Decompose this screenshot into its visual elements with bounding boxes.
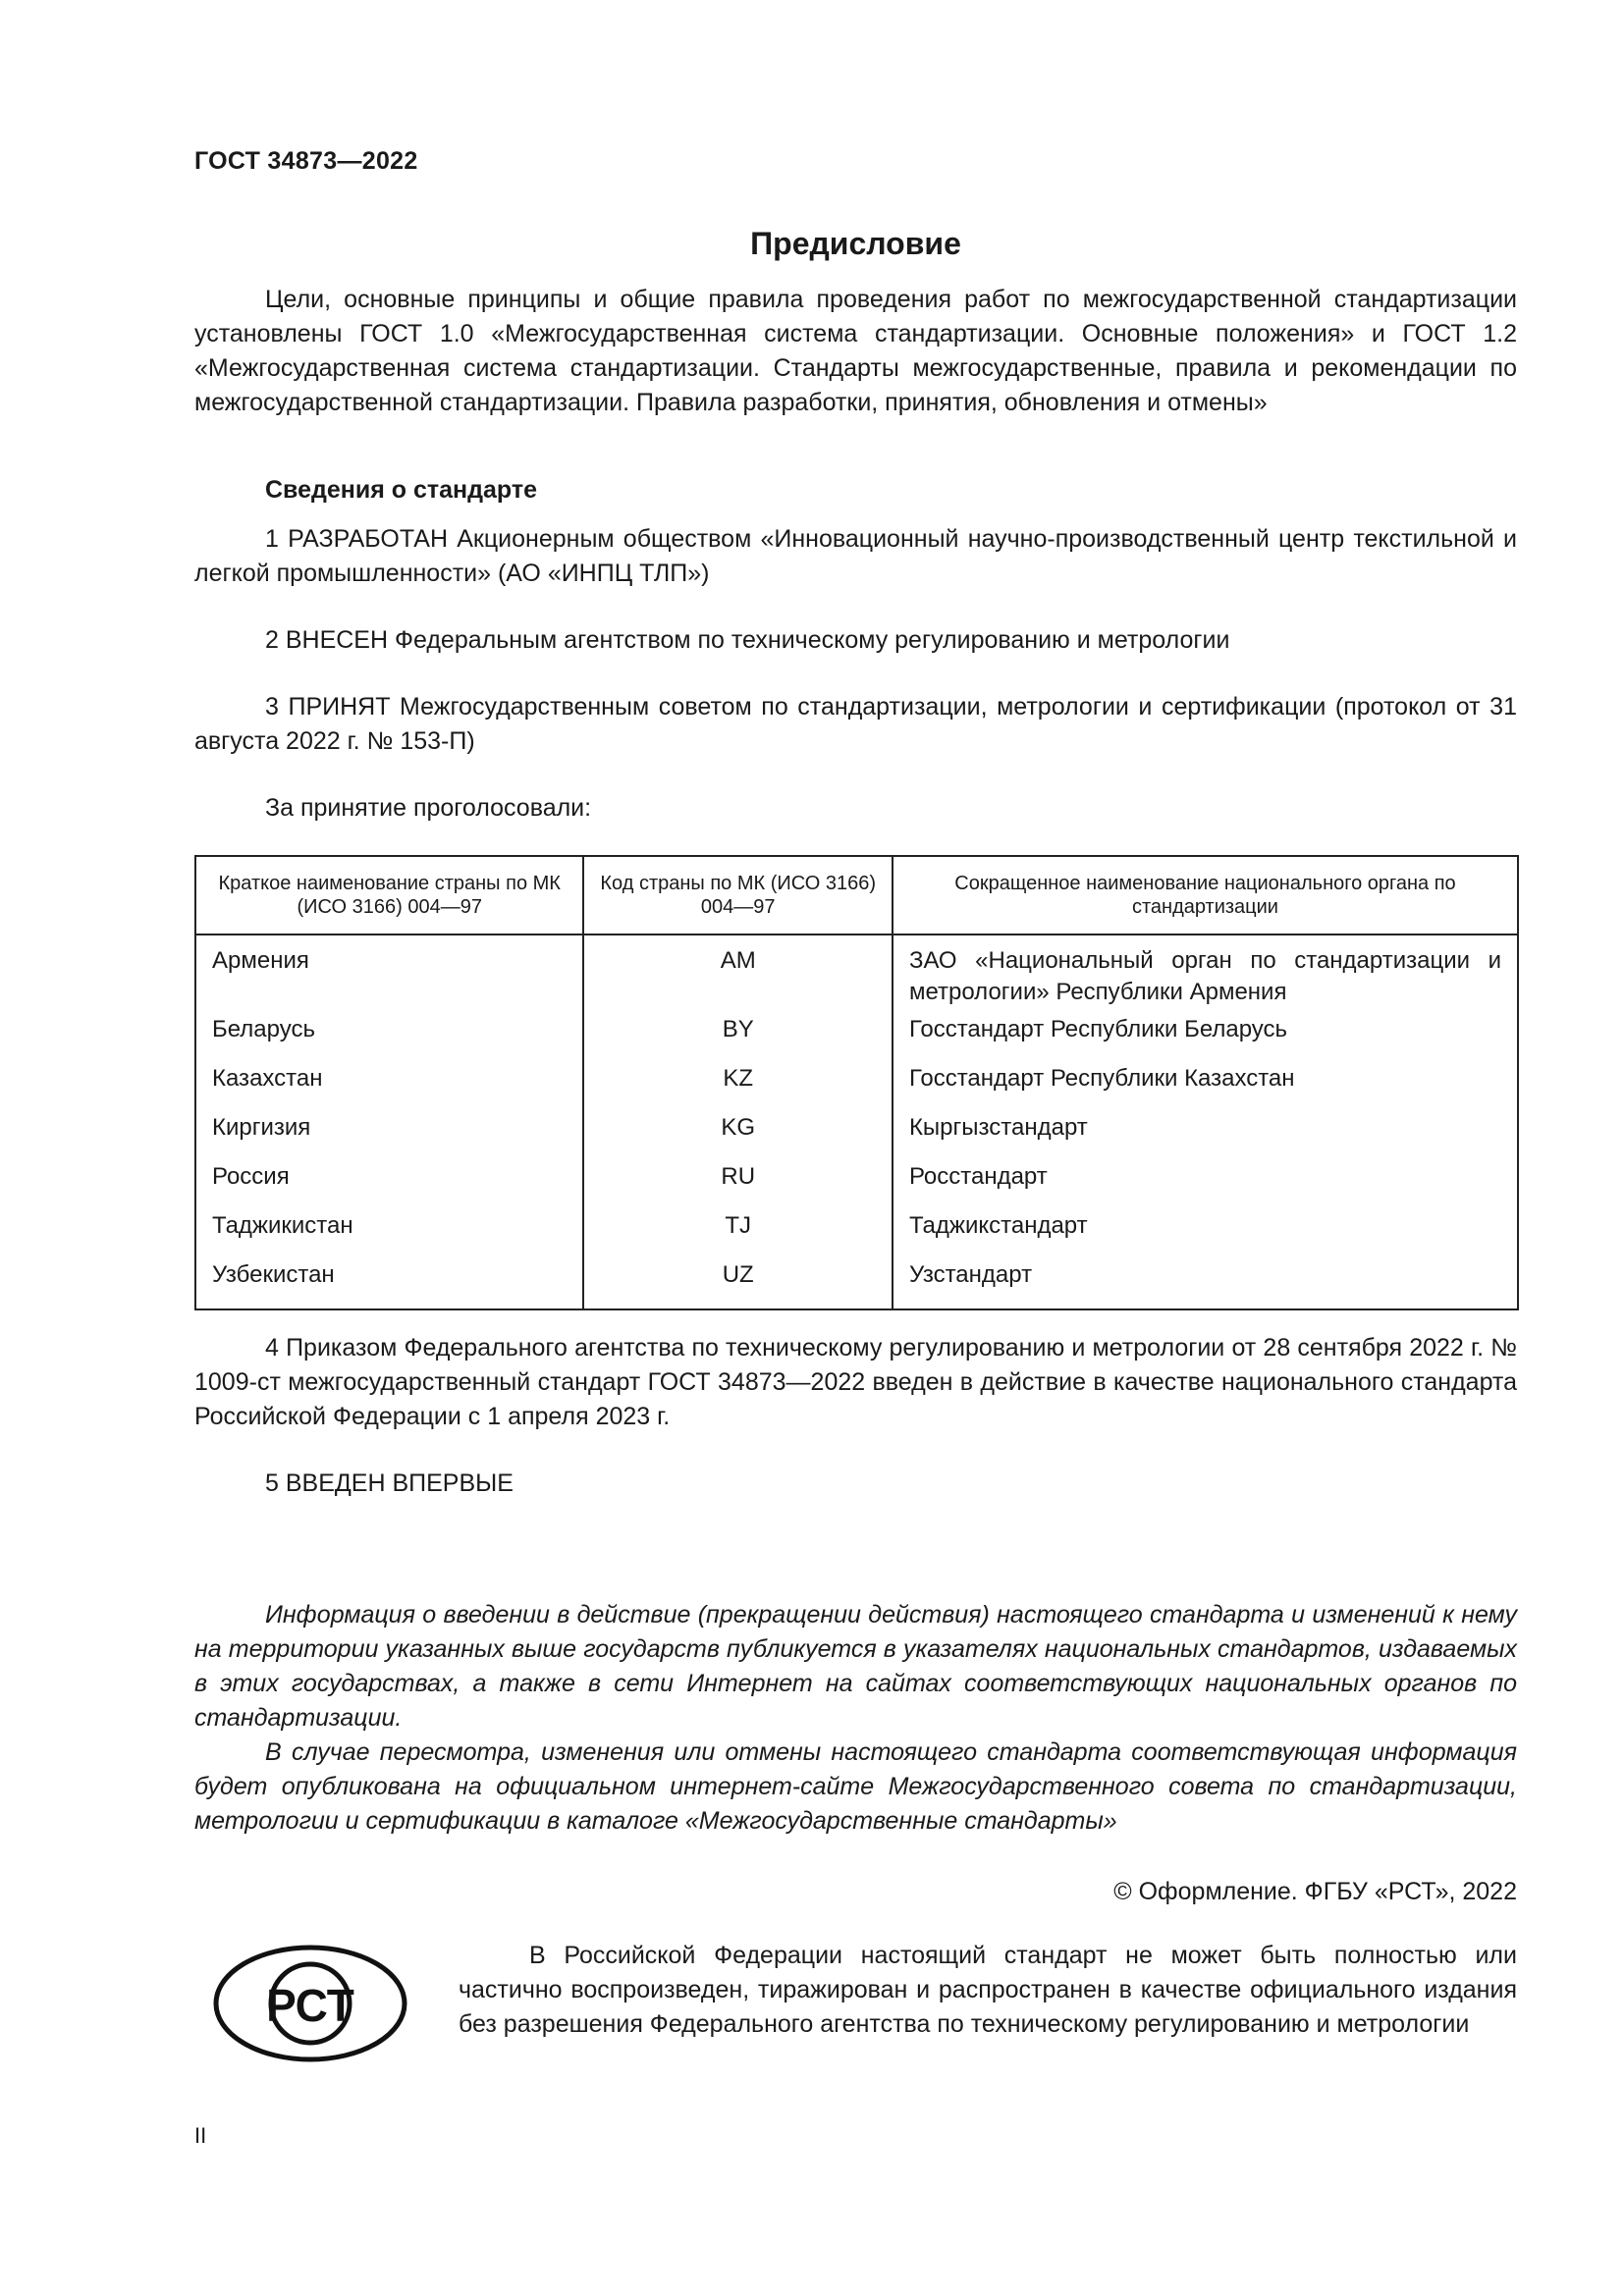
table-row <box>195 1014 1518 1063</box>
country-cell: Беларусь <box>195 1014 583 1063</box>
item-first-introduced: 5 ВВЕДЕН ВПЕРВЫЕ <box>265 1469 514 1497</box>
rst-logo-icon <box>212 1944 408 2063</box>
country-cell: Таджикистан <box>195 1210 583 1259</box>
document-code: ГОСТ 34873—2022 <box>194 147 418 175</box>
code-cell: KG <box>583 1112 892 1161</box>
item-adopted: 3 ПРИНЯТ Межгосударственным советом по стандартизации, метрологии и сертификации (протокол от 31 августа 2022 г. № 153-П) <box>194 693 1517 755</box>
logo-lettering: РСТ <box>266 1980 354 2031</box>
page-title: Предисловие <box>750 226 961 261</box>
body-cell: Кыргызстандарт <box>893 1112 1518 1161</box>
body-cell: Росстандарт <box>893 1161 1518 1210</box>
body-cell: Госстандарт Республики Казахстан <box>893 1063 1518 1112</box>
table-row <box>195 1063 1518 1112</box>
body-cell: ЗАО «Национальный орган по стандартизации и метрологии» Республики Армения <box>893 934 1518 1014</box>
header-body: Сокращенное наименование национального органа по стандартизации <box>893 856 1518 934</box>
copyright-line: © Оформление. ФГБУ «РСТ», 2022 <box>1113 1878 1517 1905</box>
section-heading: Сведения о стандарте <box>265 476 538 504</box>
body-cell: Узстандарт <box>893 1259 1518 1309</box>
vote-intro: За принятие проголосовали: <box>265 794 592 822</box>
country-cell: Армения <box>195 934 583 1014</box>
country-cell: Казахстан <box>195 1063 583 1112</box>
code-cell: AM <box>583 934 892 1014</box>
country-cell: Россия <box>195 1161 583 1210</box>
code-cell: KZ <box>583 1063 892 1112</box>
country-cell: Узбекистан <box>195 1259 583 1309</box>
table-row <box>195 1112 1518 1161</box>
header-country: Краткое наименование страны по МК (ИСО 3166) 004—97 <box>195 856 583 934</box>
info-paragraph-2: В случае пересмотра, изменения или отмены настоящего стандарта соответствующая информация будет опубликована на официальном интернет-сайте Межгосударственного совета по стандартизации, метрологии и сертификации в каталоге «Межгосударственные стандарты» <box>194 1738 1517 1835</box>
code-cell: BY <box>583 1014 892 1063</box>
voting-table <box>194 855 1519 1310</box>
code-cell: RU <box>583 1161 892 1210</box>
table-row <box>195 934 1518 1014</box>
country-cell: Киргизия <box>195 1112 583 1161</box>
item-submitted: 2 ВНЕСЕН Федеральным агентством по техническому регулированию и метрологии <box>265 626 1230 654</box>
copyright-notice <box>459 1939 1517 2042</box>
table-header-row <box>195 856 1518 934</box>
table-row <box>195 1210 1518 1259</box>
body-cell: Госстандарт Республики Беларусь <box>893 1014 1518 1063</box>
info-paragraph-1: Информация о введении в действие (прекращении действия) настоящего стандарта и изменений к нему на территории указанных выше государств публикуется в указателях национальных стандартов, издаваемых в этих государствах, а также в сети Интернет на сайтах соответствующих национальных органов по стандартизации. <box>194 1601 1517 1732</box>
item-enacted: 4 Приказом Федерального агентства по техническому регулированию и метрологии от 28 сентября 2022 г. № 1009-ст межгосударственный стандарт ГОСТ 34873—2022 введен в действие в качестве национального стандарта Российской Федерации с 1 апреля 2023 г. <box>194 1334 1517 1430</box>
code-cell: UZ <box>583 1259 892 1309</box>
header-code: Код страны по МК (ИСО 3166) 004—97 <box>583 856 892 934</box>
body-cell: Таджикстандарт <box>893 1210 1518 1259</box>
table-row <box>195 1161 1518 1210</box>
intro-paragraph: Цели, основные принципы и общие правила проведения работ по межгосударственной стандартизации установлены ГОСТ 1.0 «Межгосударственная система стандартизации. Основные положения» и ГОСТ 1.2 «Межгосударственная система стандартизации. Стандарты межгосударственные, правила и рекомендации по межгосударственной стандартизации. Правила разработки, принятия, обновления и отмены» <box>194 286 1517 416</box>
item-developed: 1 РАЗРАБОТАН Акционерным обществом «Инновационный научно-производственный центр текстильной и легкой промышленности» (АО «ИНПЦ ТЛП») <box>194 525 1517 587</box>
table-row <box>195 1259 1518 1309</box>
notice-text: В Российской Федерации настоящий стандарт не может быть полностью или частично воспроизведен, тиражирован и распространен в качестве официального издания без разрешения Федерального агентства по техническому регулированию и метрологии <box>459 1942 1517 2038</box>
page-number: II <box>194 2123 207 2148</box>
code-cell: TJ <box>583 1210 892 1259</box>
